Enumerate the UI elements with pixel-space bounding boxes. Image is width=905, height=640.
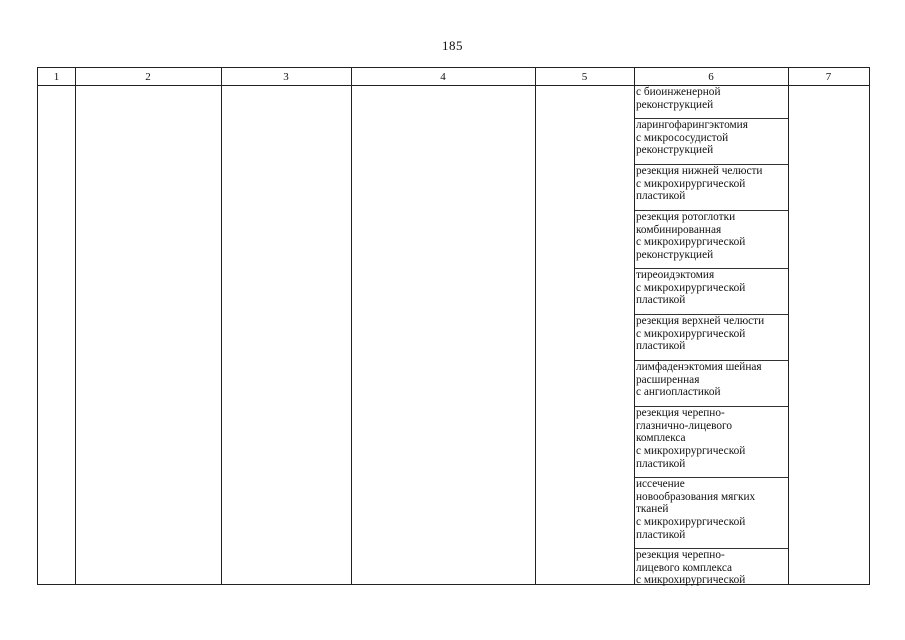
procedure-entry (635, 549, 788, 587)
column-header-4: 4 (440, 71, 446, 83)
procedure-line: резекция ротоглотки (636, 211, 736, 223)
procedure-line: комбинированная (636, 223, 722, 236)
procedure-line: пластикой (636, 340, 686, 353)
procedures-table (37, 67, 870, 585)
procedure-line: реконструкцией (636, 144, 714, 157)
procedure-line: резекция нижней челюсти (636, 165, 763, 177)
procedure-line: лицевого комплекса (636, 561, 733, 574)
procedure-line: пластикой (636, 457, 686, 470)
column-divider (221, 68, 222, 584)
procedure-line: тканей (636, 503, 669, 516)
procedure-line: ларингофарингэктомия (636, 119, 748, 131)
procedure-line: резекция верхней челюсти (636, 315, 765, 327)
procedure-line: реконструкцией (636, 98, 714, 111)
procedure-line: с микрохирургической (636, 236, 746, 249)
column-divider (351, 68, 352, 584)
procedure-entry (635, 165, 788, 211)
procedure-line: с микрохирургической (636, 574, 746, 587)
procedure-line: с микрохирургической (636, 281, 746, 294)
procedure-line: лимфаденэктомия шейная (636, 361, 762, 373)
table-header-row (38, 68, 869, 86)
procedure-entry (635, 478, 788, 549)
column-header-7: 7 (825, 71, 832, 83)
procedure-line: резекция черепно- (636, 549, 725, 561)
procedure-line: с микрохирургической (636, 327, 746, 340)
column-header-1: 1 (53, 71, 60, 83)
procedure-entry (635, 315, 788, 361)
column-divider (535, 68, 536, 584)
procedure-entry (635, 407, 788, 478)
procedure-line: резекция черепно- (636, 407, 725, 419)
procedure-line: с ангиопластикой (636, 386, 721, 399)
column-6-entries (635, 86, 788, 587)
column-header-5: 5 (581, 71, 588, 83)
procedure-entry (635, 86, 788, 119)
procedure-line: глазнично-лицевого (636, 419, 733, 432)
procedure-entry (635, 361, 788, 407)
column-divider (75, 68, 76, 584)
procedure-line: иссечение (636, 478, 685, 490)
procedure-line: расширенная (636, 373, 700, 386)
procedure-line: тиреоидэктомия (636, 269, 715, 281)
procedure-entry (635, 269, 788, 315)
procedure-line: с микрохирургической (636, 445, 746, 458)
procedure-line: с биоинженерной (636, 86, 721, 98)
procedure-line: пластикой (636, 528, 686, 541)
column-header-2: 2 (145, 71, 151, 83)
procedure-entry (635, 119, 788, 165)
procedure-entry (635, 211, 788, 269)
column-header-3: 3 (283, 71, 289, 83)
procedure-line: с микрососудистой (636, 131, 729, 144)
procedure-line: реконструкцией (636, 249, 714, 262)
procedure-line: новообразования мягких (636, 490, 756, 503)
procedure-line: пластикой (636, 294, 686, 307)
procedure-line: с микрохирургической (636, 516, 746, 529)
column-divider (788, 68, 789, 584)
procedure-line: комплекса (636, 432, 686, 445)
page-number: 185 (442, 38, 463, 53)
procedure-line: пластикой (636, 190, 686, 203)
column-header-6: 6 (708, 71, 714, 83)
procedure-line: с микрохирургической (636, 177, 746, 190)
